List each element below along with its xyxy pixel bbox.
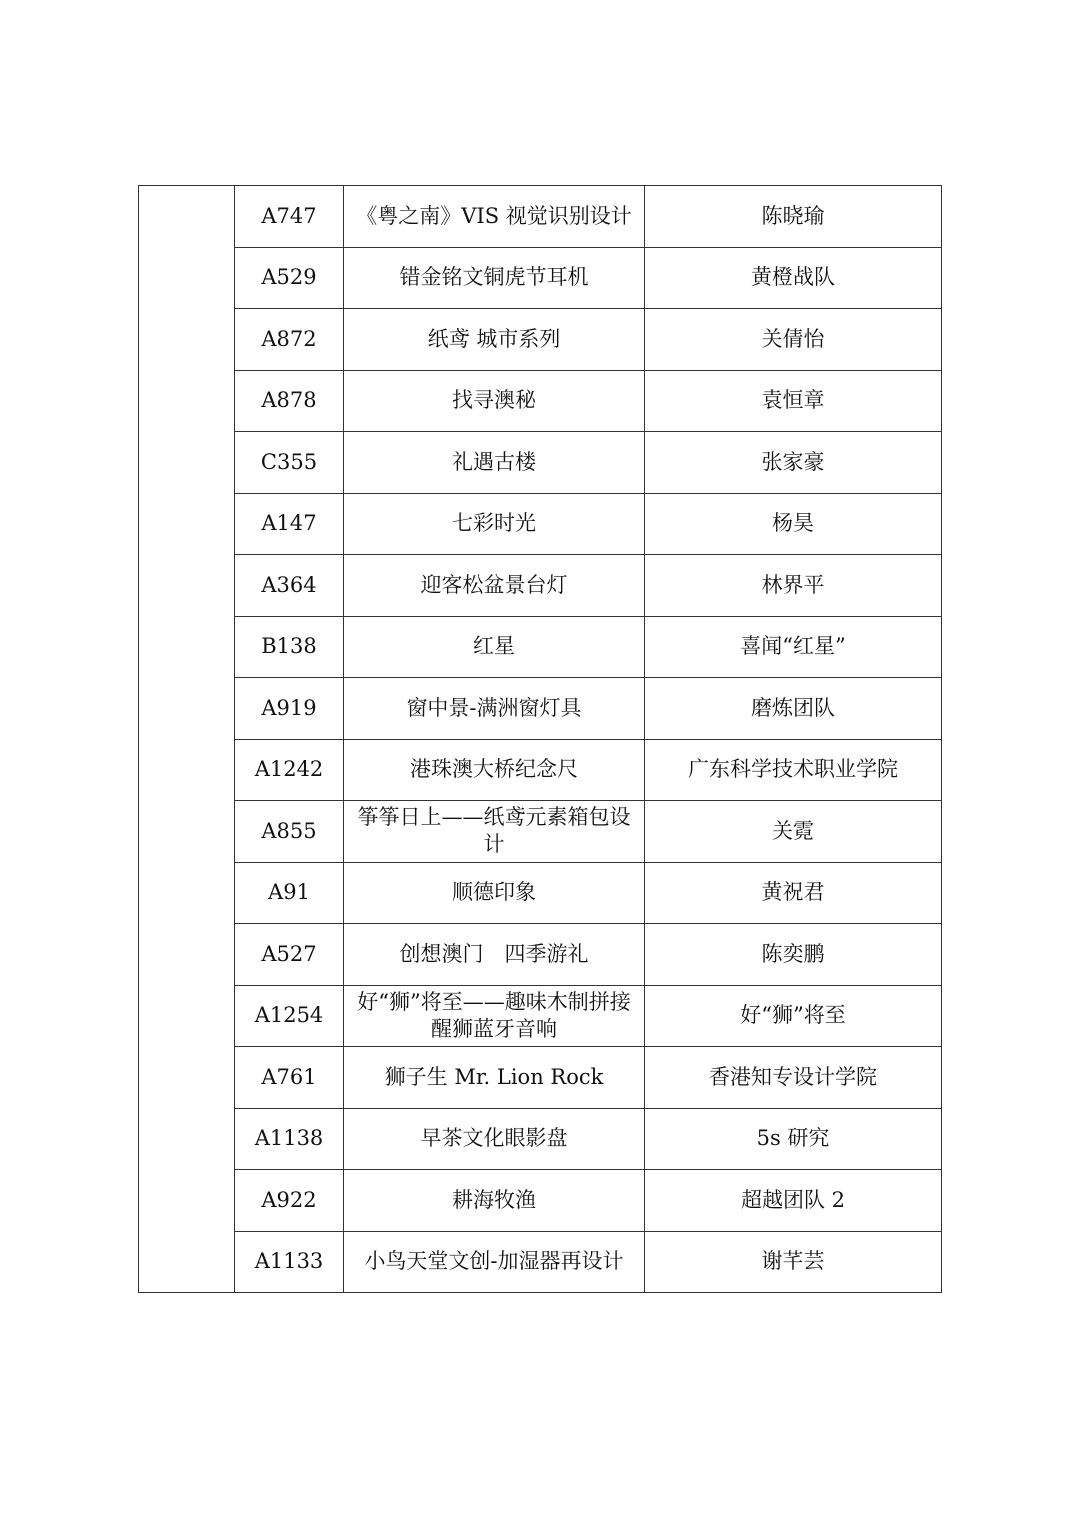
table-row	[139, 1231, 942, 1293]
entry-author-cell: 关倩怡	[645, 309, 942, 371]
entry-author-cell: 磨炼团队	[645, 678, 942, 740]
table-body	[139, 186, 942, 1293]
table-row	[139, 309, 942, 371]
entry-title-cell	[344, 862, 645, 924]
entry-id-cell: A529	[235, 247, 344, 309]
entry-title-text: 纸鸢 城市系列	[427, 326, 561, 351]
entry-title-cell	[344, 1047, 645, 1109]
table-row	[139, 1108, 942, 1170]
entry-id-cell: A527	[235, 924, 344, 986]
entry-id-cell: A855	[235, 801, 344, 863]
table-row	[139, 1170, 942, 1232]
entry-author-cell: 黄祝君	[645, 862, 942, 924]
entry-title-cell	[344, 247, 645, 309]
entry-title-cell	[344, 370, 645, 432]
awards-table	[138, 185, 942, 1293]
entry-title-text: 窗中景-满洲窗灯具	[406, 695, 582, 720]
table-row	[139, 493, 942, 555]
table-row	[139, 616, 942, 678]
entry-title-cell	[344, 739, 645, 801]
entry-title-cell	[344, 309, 645, 371]
entry-title-text: 早茶文化眼影盘	[420, 1126, 568, 1151]
table-row	[139, 370, 942, 432]
entry-id-cell: A1133	[235, 1231, 344, 1293]
entry-title-text: 错金铭文铜虎节耳机	[399, 265, 589, 290]
entry-id-cell: A878	[235, 370, 344, 432]
entry-author-cell: 5s 研究	[645, 1108, 942, 1170]
entry-author-cell: 喜闻“红星”	[645, 616, 942, 678]
entry-title-cell	[344, 924, 645, 986]
entry-title-text: 七彩时光	[452, 511, 536, 536]
entry-id-cell: A761	[235, 1047, 344, 1109]
entry-title-text: 筝筝日上——纸鸢元素箱包设计	[357, 805, 631, 857]
entry-author-cell: 关霓	[645, 801, 942, 863]
entry-title-text: 迎客松盆景台灯	[420, 572, 568, 597]
entry-title-text: 港珠澳大桥纪念尺	[410, 757, 578, 782]
entry-author-cell: 陈晓瑜	[645, 186, 942, 248]
entry-title-text: 狮子生 Mr. Lion Rock	[384, 1064, 604, 1089]
entry-title-cell	[344, 678, 645, 740]
entry-author-cell: 超越团队 2	[645, 1170, 942, 1232]
table-row	[139, 985, 942, 1047]
table-row	[139, 432, 942, 494]
entry-id-cell: B138	[235, 616, 344, 678]
entry-title-text: 礼遇古楼	[452, 449, 536, 474]
category-cell	[139, 186, 235, 1293]
entry-title-cell	[344, 432, 645, 494]
table-row	[139, 555, 942, 617]
table-row	[139, 678, 942, 740]
entry-author-cell: 张家豪	[645, 432, 942, 494]
entry-author-cell: 杨昊	[645, 493, 942, 555]
entry-title-text: 找寻澳秘	[452, 388, 536, 413]
entry-id-cell: A91	[235, 862, 344, 924]
entry-id-cell: C355	[235, 432, 344, 494]
entry-title-text: 《粤之南》VIS 视觉识别设计	[356, 203, 632, 228]
entry-title-text: 红星	[473, 634, 515, 659]
entry-id-cell: A747	[235, 186, 344, 248]
entry-title-cell	[344, 1231, 645, 1293]
entry-id-cell: A147	[235, 493, 344, 555]
entry-id-cell: A872	[235, 309, 344, 371]
entry-title-cell	[344, 555, 645, 617]
entry-title-text: 耕海牧渔	[452, 1187, 536, 1212]
entry-title-cell	[344, 616, 645, 678]
entry-id-cell: A1242	[235, 739, 344, 801]
entry-title-cell	[344, 801, 645, 863]
entry-author-cell: 广东科学技术职业学院	[645, 739, 942, 801]
table-row	[139, 739, 942, 801]
entry-author-cell: 陈奕鹏	[645, 924, 942, 986]
entry-title-cell	[344, 1170, 645, 1232]
entry-author-cell: 黄橙战队	[645, 247, 942, 309]
entry-author-cell: 袁恒章	[645, 370, 942, 432]
entry-id-cell: A922	[235, 1170, 344, 1232]
entry-title-cell	[344, 985, 645, 1047]
entry-title-text: 顺德印象	[452, 880, 536, 905]
entry-id-cell: A364	[235, 555, 344, 617]
entry-title-cell	[344, 493, 645, 555]
table-row	[139, 924, 942, 986]
entry-author-cell: 谢芊芸	[645, 1231, 942, 1293]
entry-title-cell	[344, 186, 645, 248]
entry-author-cell: 好“狮”将至	[645, 985, 942, 1047]
entry-author-cell: 香港知专设计学院	[645, 1047, 942, 1109]
entry-id-cell: A1138	[235, 1108, 344, 1170]
table-row	[139, 862, 942, 924]
entry-title-cell	[344, 1108, 645, 1170]
entry-title-text: 好“狮”将至——趣味木制拼接醒狮蓝牙音响	[357, 989, 631, 1041]
entry-author-cell: 林界平	[645, 555, 942, 617]
entry-title-text: 创想澳门 四季游礼	[399, 941, 589, 966]
table-row	[139, 247, 942, 309]
entry-title-text: 小鸟天堂文创-加湿器再设计	[364, 1249, 624, 1274]
entry-id-cell: A919	[235, 678, 344, 740]
entry-id-cell: A1254	[235, 985, 344, 1047]
table-row	[139, 1047, 942, 1109]
table-row	[139, 801, 942, 863]
table-row	[139, 186, 942, 248]
